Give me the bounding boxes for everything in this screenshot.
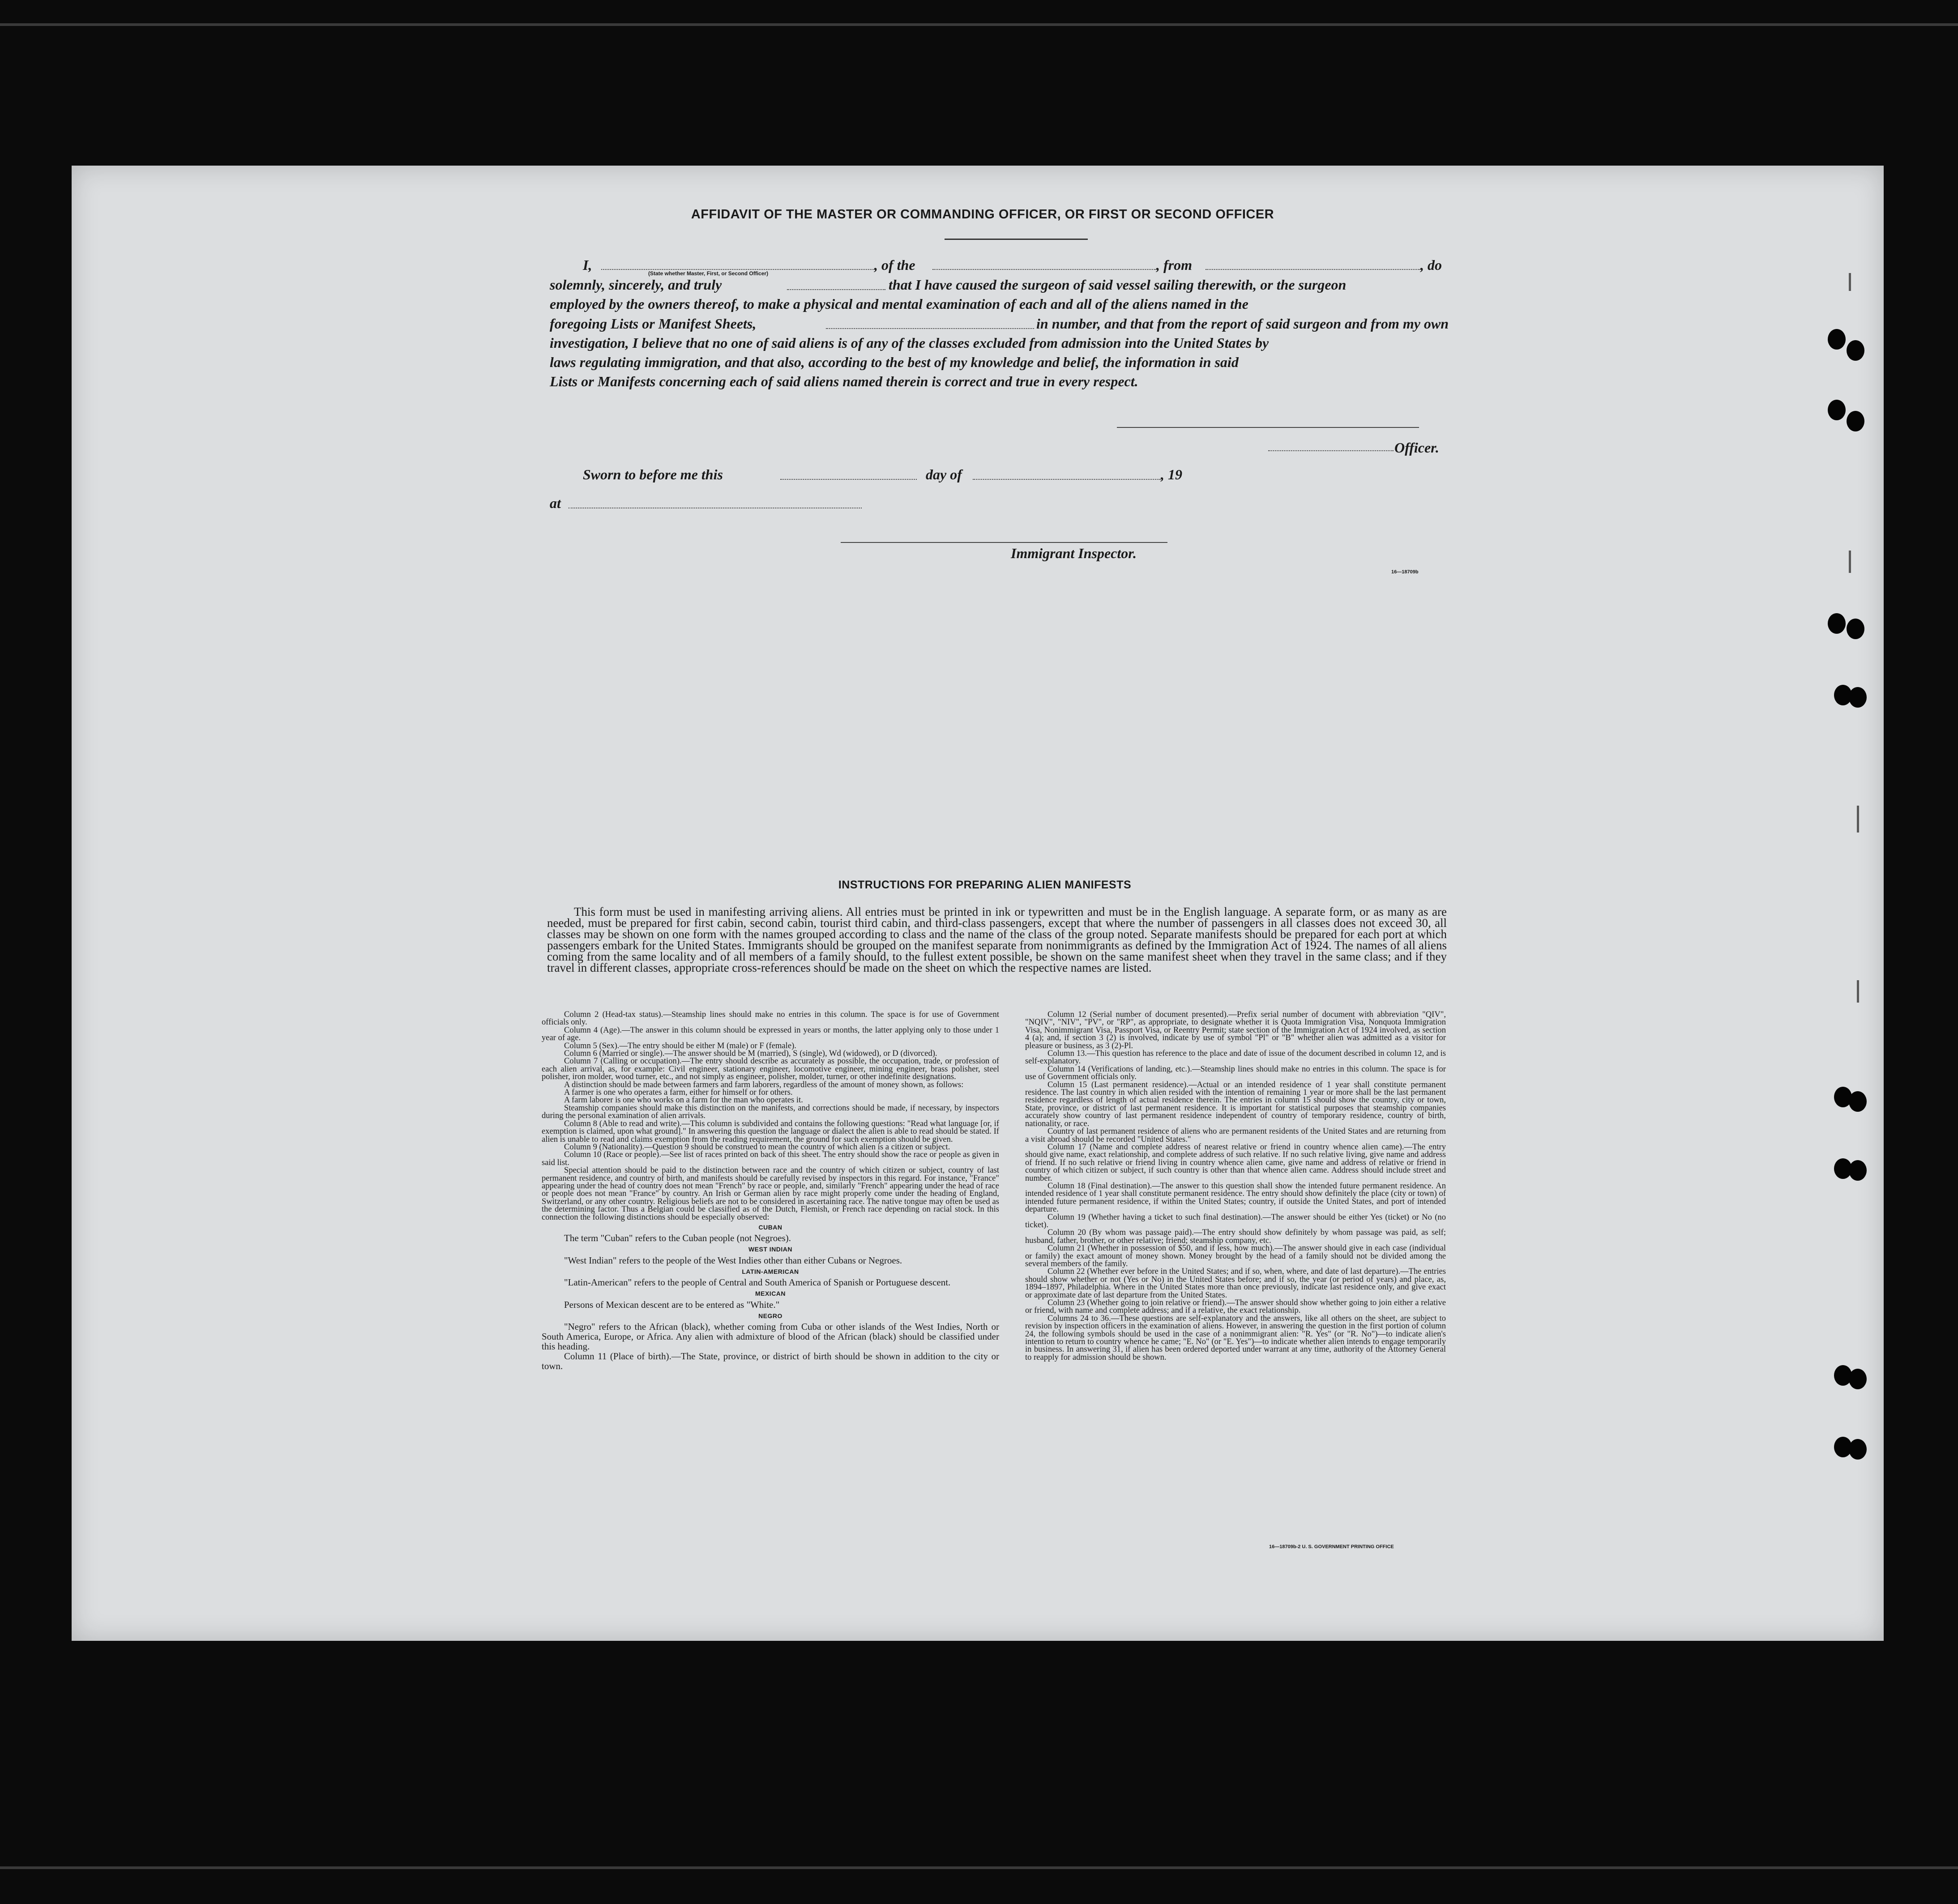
heading-mexican: MEXICAN	[755, 1290, 786, 1298]
col7-steamship: Steamship companies should make this distinction on the manifests, and corrections should be made, if necessary, by inspectors during the personal examination of alien arrivals.	[542, 1103, 999, 1121]
cuban-text: The term "Cuban" refers to the Cuban people (not Negroes).	[564, 1233, 791, 1244]
departure-port-field[interactable]	[1206, 269, 1420, 270]
instructions-left-column	[542, 1011, 999, 1371]
aff-line6: laws regulating immigration, and that also, according to the best of my knowledge and belief, the information in said	[550, 354, 1239, 370]
col6-text: Column 6 (Married or single).—The answer should be M (married), S (single), Wd (widowed), or D (divorced).	[564, 1049, 937, 1059]
aff-from: , from	[1156, 257, 1192, 273]
punch-hole	[1847, 340, 1864, 361]
punch-hole	[1847, 411, 1864, 431]
heading-cuban: CUBAN	[758, 1223, 782, 1231]
punch-hole	[1849, 1160, 1867, 1181]
officer-signature-line[interactable]	[1117, 427, 1419, 428]
punch-hole	[1828, 400, 1846, 420]
col24-36-text: Columns 24 to 36.—These questions are self-explanatory and the answers, like all others on the sheet, are subject to revision by inspection officers in the examination of aliens. However, in answering the question in the first portion of column 24, the following symbols should be used in the case of a nonimmigrant alien: "R. Yes" (or "R. No")—to indicate alien's intention to return to country whence he came; "E. No" (or "E. Yes")—to indicate whether alien intends to engage temporarily in business. In answering 31, if alien has been ordered deported under warrant at any time, authority of the Attorney General to reapply for admission should be shown.	[1025, 1313, 1446, 1362]
aff-of-the: , of the	[874, 257, 915, 273]
edge-mark	[1849, 273, 1851, 291]
col22-text: Column 22 (Whether ever before in the United States; and if so, when, where, and date of last departure).—The entries should show whether or not (Yes or No) in the United States before; and if so, the year (or period of years) and place, as, 1894–1897, Philadelphia. Where in the United States more than once previously, indicate last residence only, and give exact or approximate date of last departure from the United States.	[1025, 1267, 1446, 1300]
punch-hole	[1849, 687, 1867, 708]
col7-distinction: A distinction should be made between farmers and farm laborers, regardless of the amount of money shown, as follows:	[564, 1080, 964, 1089]
col20-text: Column 20 (By whom was passage paid).—The entry should show definitely by whom passage was paid, as self; husband, father, brother, or other relative; friend; steamship company, etc.	[1025, 1228, 1446, 1245]
west-indian-text: "West Indian" refers to the people of the West Indies other than either Cubans or Negroes.	[564, 1255, 902, 1266]
col10-text: Column 10 (Race or people).—See list of races printed on back of this sheet. The entry should show the race or people as given in said list.	[542, 1150, 999, 1167]
col10-special: Special attention should be paid to the distinction between race and the country of which citizen or subject, country of last permanent residence, and country of birth, and manifests should be carefully revised by inspectors in this regard. For instance, "France" appearing under the head of country does not mean "French" by race or people, and, similarly "French" appearing under the head of race or people does not mean "France" by country. An Irish or German alien by race might properly come under the heading of England, Switzerland, or any other country. Religious beliefs are not to be considered in ascertaining race. The native tongue may often be used as the determining factor. Thus a Belgian could be classified as of the Dutch, Flemish, or French race depending on racial stock. In this connection the following distinctions should be especially observed:	[542, 1165, 999, 1222]
scan-border-top	[0, 23, 1958, 26]
instructions-title: INSTRUCTIONS FOR PREPARING ALIEN MANIFESTS	[838, 879, 1132, 891]
col17-text: Column 17 (Name and complete address of nearest relative or friend in country whence alien came).—The entry should give name, exact relationship, and complete address of such relative. If no such relative living, give name and address of friend. If no such relative or friend living in country whence alien came, give name and address of relative or friend in country of which citizen or subject, if such country is other than that whence alien came. Address should include street and number.	[1025, 1142, 1446, 1183]
aff-do: , do	[1420, 257, 1442, 273]
col7-farmer: A farmer is one who operates a farm, either for himself or for others.	[564, 1088, 793, 1097]
vessel-name-field[interactable]	[932, 269, 1156, 270]
aff-i: I,	[583, 257, 592, 273]
heading-west-indian: WEST INDIAN	[748, 1246, 793, 1253]
punch-hole	[1849, 1091, 1867, 1112]
aff-line2a: solemnly, sincerely, and truly	[550, 277, 722, 293]
punch-hole	[1828, 329, 1846, 350]
form-number: 16—18709b	[1391, 569, 1419, 575]
officer-rank-field[interactable]	[601, 269, 874, 270]
printing-office-footer: 16—18709b-2 U. S. GOVERNMENT PRINTING OFFICE	[1269, 1544, 1394, 1550]
day-of-label: day of	[926, 466, 962, 482]
edge-mark	[1857, 980, 1859, 1003]
aff-line4a: foregoing Lists or Manifest Sheets,	[550, 316, 757, 332]
scan-border-bottom	[0, 1866, 1958, 1869]
instructions-right-column	[1025, 1011, 1446, 1361]
aff-line4b: in number, and that from the report of said surgeon and from my own	[1036, 316, 1449, 332]
mexican-text: Persons of Mexican descent are to be entered as "White."	[564, 1299, 780, 1310]
aff-line7: Lists or Manifests concerning each of said aliens named therein is correct and true in every respect.	[550, 373, 1138, 389]
aff-line2b: that I have caused the surgeon of said vessel sailing therewith, or the surgeon	[889, 277, 1347, 293]
sheet-count-field[interactable]	[826, 328, 1034, 329]
heading-latin-american: LATIN-AMERICAN	[742, 1268, 799, 1275]
col5-text: Column 5 (Sex).—The entry should be either M (male) or F (female).	[564, 1041, 796, 1050]
col2-text: Column 2 (Head-tax status).—Steamship lines should make no entries in this column. The space is for use of Government officials only.	[542, 1010, 999, 1027]
swear-affirm-field[interactable]	[787, 289, 885, 290]
col4-text: Column 4 (Age).—The answer in this column should be expressed in years or months, the latter applying only to those under 1 year of age.	[542, 1025, 999, 1043]
sworn-label: Sworn to before me this	[583, 466, 723, 482]
col15-text: Column 15 (Last permanent residence).—Actual or an intended residence of 1 year shall constitute permanent residence. The last country in which alien resided with the intention of remaining 1 year or more shall be the last permanent residence regardless of length of actual residence therein. The entries in column 15 should show the country, city or town, State, province, or district of last permanent residence. It is important for statistical purposes that steamship companies accurately show country of last permanent residence independent of country of temporary residence, country of birth, nationality, or race.	[1025, 1080, 1446, 1128]
col9-text: Column 9 (Nationality).—Question 9 should be construed to mean the country of which alien is a citizen or subject.	[564, 1142, 950, 1152]
punch-hole	[1828, 613, 1846, 634]
at-label: at	[550, 495, 561, 511]
title-rule	[945, 239, 1088, 240]
inspector-label: Immigrant Inspector.	[1011, 545, 1137, 561]
affidavit-title: AFFIDAVIT OF THE MASTER OR COMMANDING OFFICER, OR FIRST OR SECOND OFFICER	[691, 207, 1274, 222]
latin-american-text: "Latin-American" refers to the people of Central and South America of Spanish or Portuguese descent.	[564, 1277, 951, 1288]
sworn-day-field[interactable]	[780, 479, 917, 480]
sworn-month-field[interactable]	[973, 479, 1161, 480]
col18-text: Column 18 (Final destination).—The answer to this question shall show the intended future permanent residence. An intended residence of 1 year shall constitute permanent residence. The entry should show definitely the place (city or town) of intended future permanent residence, if within the United States; country, if outside the United States, and port of intended departure.	[1025, 1181, 1446, 1214]
col23-text: Column 23 (Whether going to join relative or friend).—The answer should show whether going to join either a relative or friend, with name and complete address; and if a relative, the exact relationship.	[1025, 1298, 1446, 1315]
col7-farm-laborer: A farm laborer is one who works on a farm for the man who operates it.	[564, 1095, 803, 1105]
inspector-signature-line[interactable]	[841, 542, 1167, 543]
col8-text: Column 8 (Able to read and write).—This column is subdivided and contains the following questions: "Read what language [or, if exemption is claimed, upon what ground]." In answering this question the language or dialect the alien is able to read should be stated. If alien is unable to read and claims exemption from the reading requirement, the ground for such exemption should be given.	[542, 1118, 999, 1144]
officer-rank-label: (State whether Master, First, or Second Officer)	[648, 270, 769, 277]
punch-hole	[1849, 1369, 1867, 1389]
edge-mark	[1857, 806, 1859, 832]
col21-text: Column 21 (Whether in possession of $50, and if less, how much).—The answer should give in each case (individual or family) the exact amount of money shown. Money brought by the head of a family should not be divided among the several members of the family.	[1025, 1243, 1446, 1268]
edge-mark	[1849, 551, 1851, 573]
col13-text: Column 13.—This question has reference to the place and date of issue of the document described in column 12, and is self-explanatory.	[1025, 1049, 1446, 1066]
officer-label: Officer.	[1394, 440, 1439, 456]
heading-negro: NEGRO	[758, 1312, 782, 1319]
officer-title-field[interactable]	[1268, 450, 1394, 451]
col19-text: Column 19 (Whether having a ticket to such final destination).—The answer should be either Yes (ticket) or No (no ticket).	[1025, 1212, 1446, 1229]
col12-text: Column 12 (Serial number of document presented).—Prefix serial number of document with abbreviation "QIV", "NQIV", "NIV", "PV", or "RP", as appropriate, to designate whether it is Quota Immigration Visa, Nonquota Immigration Visa, Nonimmigrant Visa, Passport Visa, or Reentry Permit; state section of the Immigration Act of 1924 involved, as section 4 (a); and, if section 3 (2) is involved, indicate by use of symbol "Pl" or "B" whether alien was admitted as a visitor for pleasure or business, as 3 (2)-Pl.	[1025, 1010, 1446, 1050]
col14-text: Column 14 (Verifications of landing, etc.).—Steamship lines should make no entries in this column. The space is for use of Government officials only.	[1025, 1064, 1446, 1082]
col11-text: Column 11 (Place of birth).—The State, province, or district of birth should be shown in addition to the city or town.	[542, 1351, 999, 1371]
punch-hole	[1849, 1439, 1867, 1460]
punch-hole	[1847, 619, 1864, 639]
year-label: , 19	[1161, 466, 1182, 482]
col15-returning: Country of last permanent residence of aliens who are permanent residents of the United States and are returning from a visit abroad should be recorded "United States."	[1025, 1127, 1446, 1144]
aff-line3: employed by the owners thereof, to make a physical and mental examination of each and all of the aliens named in the	[550, 296, 1248, 312]
col7-text: Column 7 (Calling or occupation).—The entry should describe as accurately as possible, the occupation, trade, or profession of each alien arrival, as, for example: Civil engineer, stationary engineer, locomotive engineer, mining engineer, brass polisher, steel polisher, iron molder, wood turner, etc., and not simply as engineer, polisher, molder, turner, or other indefinite designations.	[542, 1056, 999, 1082]
aff-line5: investigation, I believe that no one of said aliens is of any of the classes excluded from admission into the United States by	[550, 335, 1269, 351]
instructions-intro: This form must be used in manifesting arriving aliens. All entries must be printed in ink or typewritten and must be in the English language. A separate form, or as many as are needed, must be prepared for first cabin, second cabin, tourist third cabin, and third-class passengers, except that where the number of passengers in all classes does not exceed 30, all classes may be shown on one form with the names grouped according to class and the name of the class of the group noted. Separate manifests should be prepared for each port at which passengers embark for the United States. Immigrants should be grouped on the manifest separate from nonimmigrants as defined by the Immigration Act of 1924. The names of all aliens coming from the same locality and of all members of a family should, to the fullest extent possible, be shown on the same manifest sheet when they travel in the same class; and if they travel in different classes, appropriate cross-references should be made on the sheet on which the respective names are listed.	[547, 905, 1447, 974]
negro-text: "Negro" refers to the African (black), whether coming from Cuba or other islands of the West Indies, North or South America, Europe, or Africa. Any alien with admixture of blood of the African (black) should be classified under this heading.	[542, 1321, 999, 1352]
